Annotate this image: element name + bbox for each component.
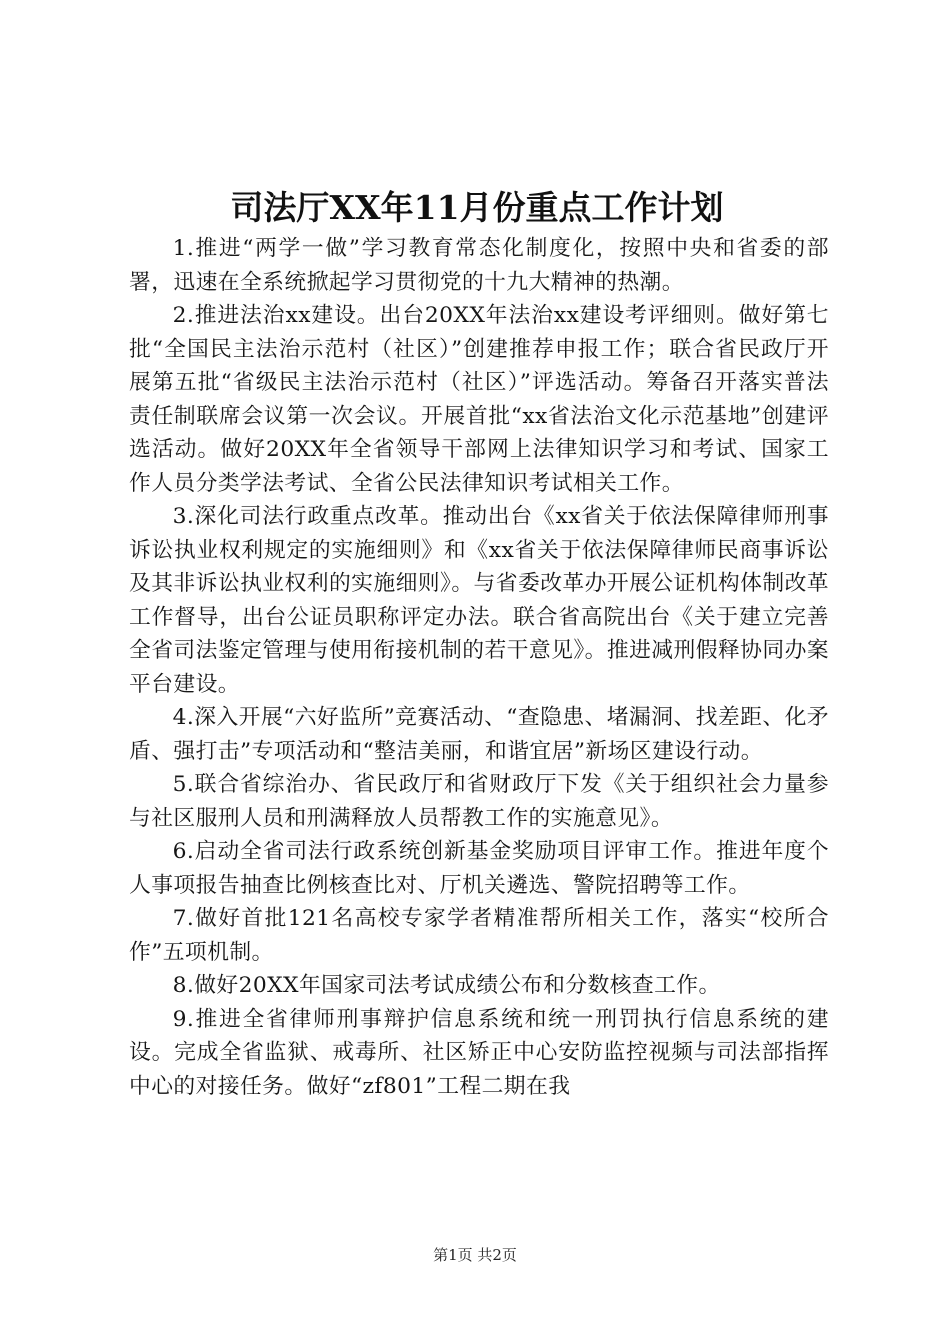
paragraph-7: 7.做好首批121名高校专家学者精准帮所相关工作，落实“校所合作”五项机制。: [129, 906, 829, 965]
page-footer: 第1页 共2页: [433, 1246, 517, 1264]
paragraph-1: 1.推进“两学一做”学习教育常态化制度化，按照中央和省委的部署，迅速在全系统掀起学习贯彻党的十九大精神的热潮。: [129, 236, 829, 295]
document-body: [129, 232, 829, 1103]
page-title: 司法厅XX年11月份重点工作计划: [230, 188, 724, 227]
paragraph-8: 8.做好20XX年国家司法考试成绩公布和分数核查工作。: [172, 973, 721, 998]
paragraph-5: 5.联合省综治办、省民政厅和省财政厅下发《关于组织社会力量参与社区服刑人员和刑满释放人员帮教工作的实施意见》。: [129, 772, 829, 831]
paragraph-4: 4.深入开展“六好监所”竞赛活动、“查隐患、堵漏洞、找差距、化矛盾、强打击”专项活动和“整洁美丽，和谐宜居”新场区建设行动。: [129, 705, 829, 764]
paragraph-2: 2.推进法治xx建设。出台20XX年法治xx建设考评细则。做好第七批“全国民主法治示范村（社区）”创建推荐申报工作；联合省民政厅开展第五批“省级民主法治示范村（社区）”评选活动。筹备召开落实普法责任制联席会议第一次会议。开展首批“xx省法治文化示范基地”创建评选活动。做好20XX年全省领导干部网上法律知识学习和考试、国家工作人员分类学法考试、全省公民法律知识考试相关工作。: [129, 303, 829, 496]
paragraph-3: 3.深化司法行政重点改革。推动出台《xx省关于依法保障律师刑事诉讼执业权利规定的实施细则》和《xx省关于依法保障律师民商事诉讼及其非诉讼执业权利的实施细则》。与省委改革办开展公证机构体制改革工作督导，出台公证员职称评定办法。联合省高院出台《关于建立完善全省司法鉴定管理与使用衔接机制的若干意见》。推进减刑假释协同办案平台建设。: [129, 504, 829, 697]
paragraph-9: 9.推进全省律师刑事辩护信息系统和统一刑罚执行信息系统的建设。完成全省监狱、戒毒所、社区矫正中心安防监控视频与司法部指挥中心的对接任务。做好“zf801”工程二期在我: [129, 1006, 829, 1099]
paragraph-6: 6.启动全省司法行政系统创新基金奖励项目评审工作。推进年度个人事项报告抽查比例核查比对、厅机关遴选、警院招聘等工作。: [129, 839, 829, 898]
